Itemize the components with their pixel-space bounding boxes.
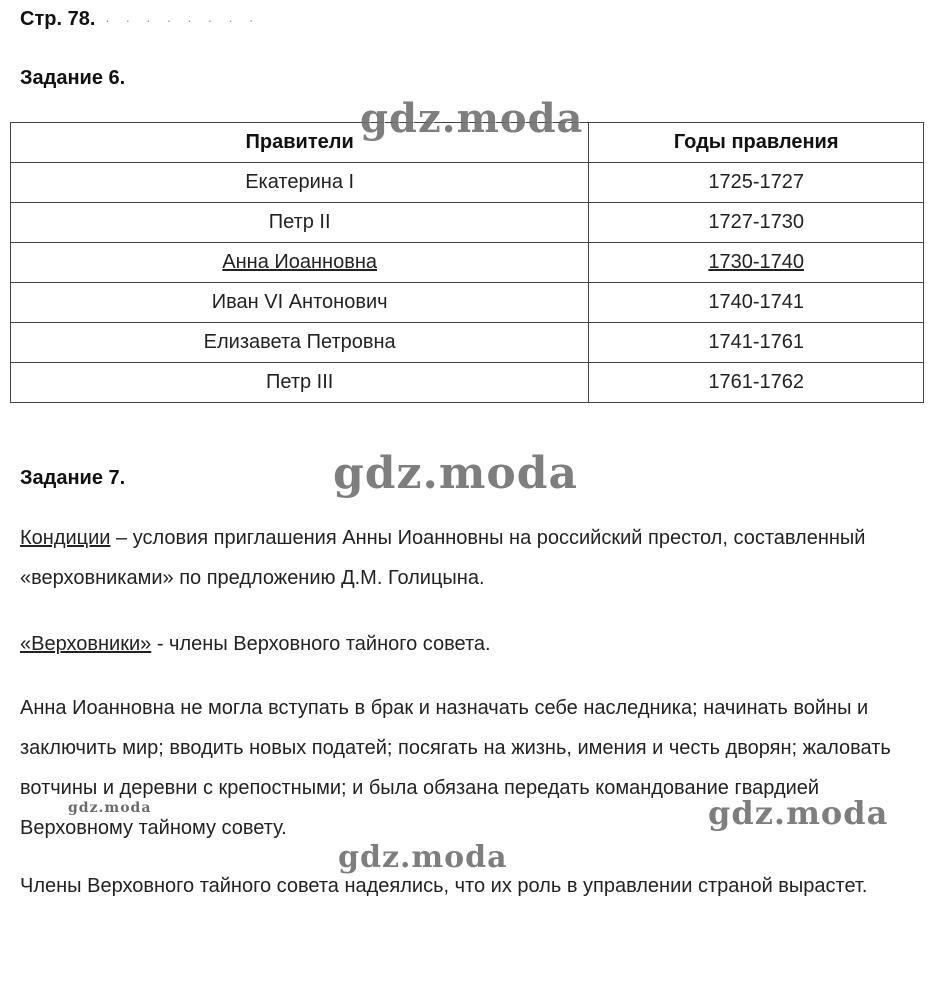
ruler-name: Екатерина I [245,171,355,193]
hopes-paragraph: Члены Верховного тайного совета надеялись, что их роль в управлении страной вырастет. [20,875,868,897]
table-row [11,323,924,363]
rulers-table [10,122,924,403]
watermark: gdz.moda [338,840,508,875]
conditions-text: – условия приглашения Анны Иоанновны на российский престол, составленный «верховниками» по предложению Д.М. Голицына. [20,527,866,589]
ruler-cell [11,163,589,203]
years-cell [589,243,924,283]
ruler-name: Иван VI Антонович [211,291,388,313]
restrictions-paragraph: Анна Иоанновна не могла вступать в брак и назначать себе наследника; начинать войны и заключить мир; вводить новых податей; посягать на жизнь, имения и честь дворян; жаловать вотчины и деревни с крепостными; и была обязана передать командование гвардией Верховному тайному совету. [20,697,891,839]
table-row [11,363,924,403]
column-header-rulers: Правители [11,123,589,163]
term-verkhovniki: «Верховники» [20,633,152,655]
term-conditions: Кондиции [20,527,111,549]
reign-years: 1761-1762 [708,371,804,393]
conditions-definition [20,518,920,598]
ruler-cell [11,323,589,363]
task-6-heading: Задание 6. [20,67,126,89]
watermark: gdz.moda [708,794,889,832]
watermark: gdz.moda [360,95,584,142]
ruler-cell [11,203,589,243]
reign-years: 1740-1741 [708,291,804,313]
table-header-row [11,123,924,163]
years-cell [589,203,924,243]
faint-header-text: · · · · · · · · [104,12,260,28]
ruler-cell [11,363,589,403]
column-header-years: Годы правления [589,123,924,163]
reign-years: 1725-1727 [708,171,804,193]
years-cell [589,363,924,403]
page-number: Стр. 78. [20,8,96,30]
verkhovniki-text: - члены Верховного тайного совета. [151,633,491,655]
ruler-name: Петр III [265,371,334,393]
years-cell [589,163,924,203]
task-7-heading: Задание 7. [20,467,126,489]
table-row [11,163,924,203]
reign-years: 1727-1730 [708,211,804,233]
ruler-cell [11,243,589,283]
table-row-highlighted [11,243,924,283]
table-row [11,203,924,243]
watermark: gdz.moda [333,448,579,499]
page-label [20,8,259,31]
ruler-cell [11,283,589,323]
ruler-name: Петр II [268,211,331,233]
watermark-small: gdz.moda [68,800,152,816]
ruler-name: Анна Иоанновна [222,251,378,273]
table-row [11,283,924,323]
years-cell [589,323,924,363]
reign-years: 1741-1761 [708,331,804,353]
ruler-name: Елизавета Петровна [203,331,396,353]
years-cell [589,283,924,323]
verkhovniki-definition [20,624,920,664]
reign-years: 1730-1740 [708,251,804,273]
